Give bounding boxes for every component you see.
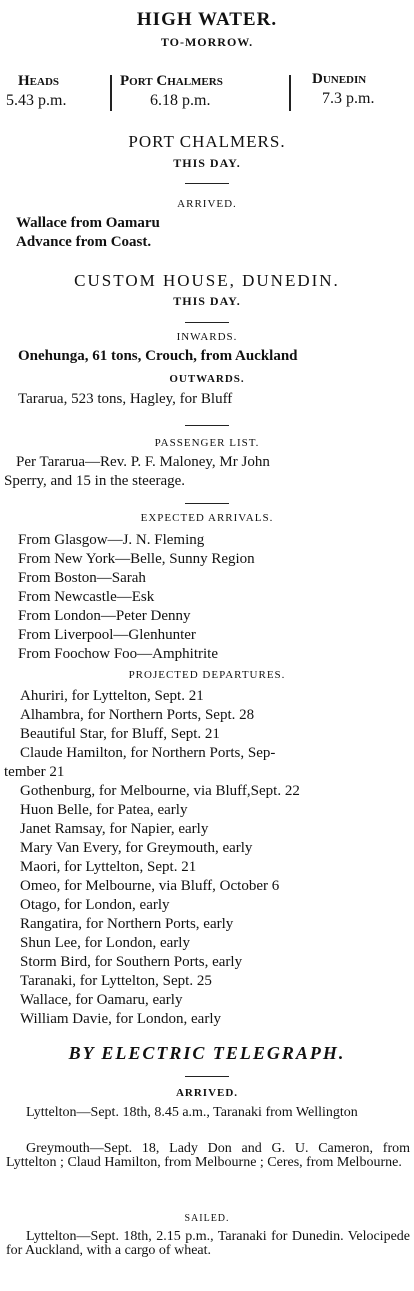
passenger-line: Sperry, and 15 in the steerage. [4,473,186,489]
arrived-item: Wallace from Oamaru [16,215,160,231]
dunedin-time: 7.3 p.m. [322,90,375,107]
outwards-entry: Tararua, 523 tons, Hagley, for Bluff [18,391,233,407]
divider-rule [185,503,229,504]
arrived-item: Advance from Coast. [16,234,152,250]
high-water-subtitle: TO-MORROW. [160,35,254,49]
divider-right [289,75,291,111]
departure-item: Taranaki, for Lyttelton, Sept. 25 [20,973,212,989]
port-chalmers-label: Port Chalmers [120,73,223,89]
telegraph-arrived-paragraph: Lyttelton—Sept. 18th, 8.45 a.m., Taranaki from Wellington [26,1105,358,1120]
expected-item: From Boston—Sarah [18,570,146,586]
telegraph-title: BY ELECTRIC TELEGRAPH. [68,1043,346,1063]
departure-item: Wallace, for Oamaru, early [20,992,183,1008]
departure-item: Gothenburg, for Melbourne, via Bluff,Sept. 22 [20,783,300,799]
departures-heading: PROJECTED DEPARTURES. [128,669,286,681]
departure-item: Beautiful Star, for Bluff, Sept. 21 [20,726,220,742]
divider-rule [185,183,229,184]
arrived-heading: ARRIVED. [177,198,237,210]
expected-item: From Foochow Foo—Amphitrite [18,646,219,662]
divider-rule [185,1076,229,1077]
departure-item: William Davie, for London, early [20,1011,221,1027]
departure-item: Rangatira, for Northern Ports, early [20,916,234,932]
custom-house-subtitle: THIS DAY. [173,294,241,308]
departure-item: Janet Ramsay, for Napier, early [20,821,209,837]
expected-item: From Newcastle—Esk [18,589,155,605]
port-chalmers-subtitle: THIS DAY. [173,156,241,170]
expected-item: From London—Peter Denny [18,608,191,624]
divider-rule [185,425,229,426]
departure-item: Otago, for London, early [20,897,170,913]
departure-item: Huon Belle, for Patea, early [20,802,188,818]
departure-item: Omeo, for Melbourne, via Bluff, October 6 [20,878,280,894]
high-water-title: HIGH WATER. [136,9,278,30]
passenger-heading: PASSENGER LIST. [154,437,260,449]
departure-item: Claude Hamilton, for Northern Ports, Sep- [20,745,276,761]
heads-label: Heads [18,73,60,89]
sailed-paragraph: Lyttelton—Sept. 18th, 2.15 p.m., Taranaki for Dunedin. Velocipede for Auckland, with a cargo of wheat. [6,1229,410,1258]
departure-item: Storm Bird, for Southern Ports, early [20,954,243,970]
departure-item: Maori, for Lyttelton, Sept. 21 [20,859,197,875]
inwards-heading: INWARDS. [176,331,238,343]
custom-house-title: CUSTOM HOUSE, DUNEDIN. [74,271,340,290]
sailed-heading: SAILED. [184,1213,230,1224]
departure-item: Ahuriri, for Lyttelton, Sept. 21 [20,688,204,704]
telegraph-arrived-paragraph: Greymouth—Sept. 18, Lady Don and G. U. Cameron, from Lyttelton ; Claud Hamilton, from Melbourne ; Ceres, from Melbourne. [6,1141,410,1170]
expected-item: From New York—Belle, Sunny Region [18,551,255,567]
dunedin-label: Dunedin [312,71,367,87]
divider-left [110,75,112,111]
heads-time: 5.43 p.m. [6,92,67,109]
divider-rule [185,322,229,323]
inwards-entry: Onehunga, 61 tons, Crouch, from Auckland [18,348,298,364]
expected-item: From Liverpool—Glenhunter [18,627,196,643]
expected-item: From Glasgow—J. N. Fleming [18,532,205,548]
departure-item: Shun Lee, for London, early [20,935,190,951]
outwards-heading: OUTWARDS. [169,373,245,385]
telegraph-arrived-heading: ARRIVED. [175,1087,239,1099]
passenger-line: Per Tararua—Rev. P. F. Maloney, Mr John [16,454,270,470]
departure-item: Alhambra, for Northern Ports, Sept. 28 [20,707,255,723]
departure-item: tember 21 [4,764,65,780]
departure-item: Mary Van Every, for Greymouth, early [20,840,253,856]
expected-heading: EXPECTED ARRIVALS. [140,512,274,524]
port-chalmers-title: PORT CHALMERS. [128,132,286,151]
port-chalmers-time: 6.18 p.m. [150,92,211,109]
